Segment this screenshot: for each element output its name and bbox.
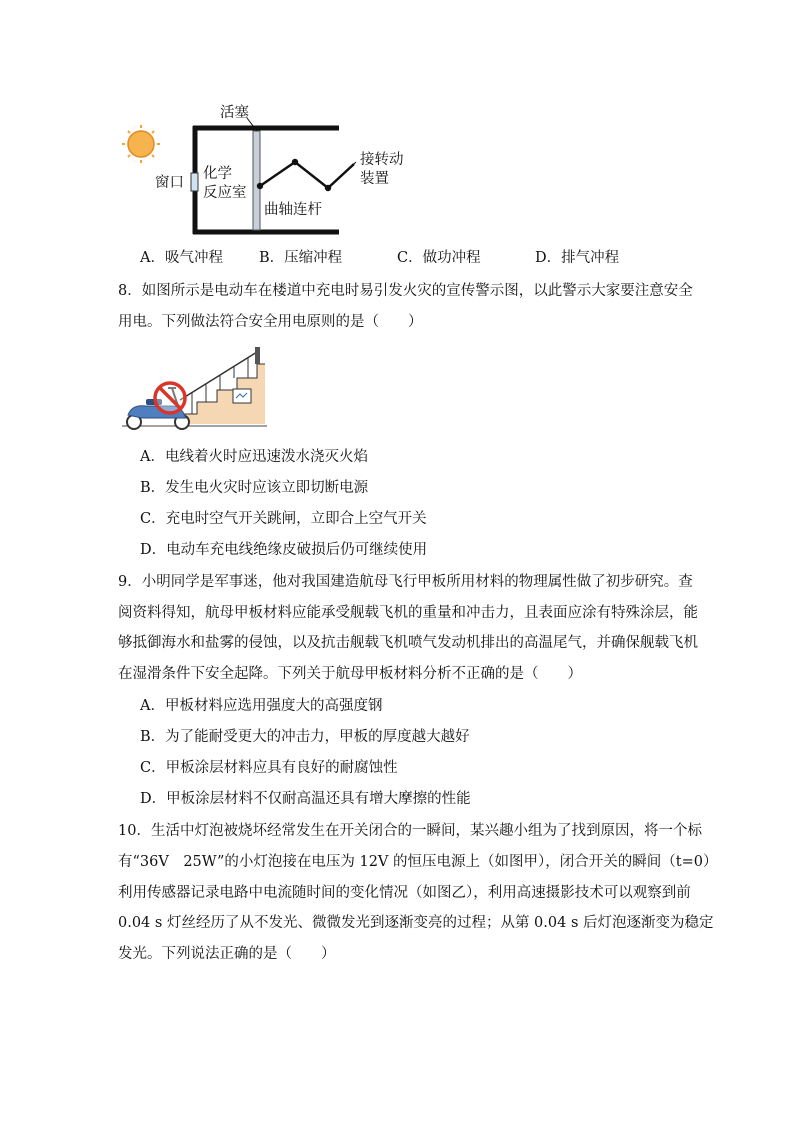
q8-option-c[interactable]: C．充电时空气开关跳闸，立即合上空气开关 <box>140 511 427 527</box>
q7-option-d[interactable]: D．排气冲程 <box>535 250 620 266</box>
q7-option-c[interactable]: C．做功冲程 <box>397 250 481 266</box>
q9-stem-line3: 够抵御海水和盐雾的侵蚀，以及抗击舰载飞机喷气发动机排出的高温尾气，并确保舰载飞机 <box>118 635 698 651</box>
q8-stem-line2: 用电。下列做法符合安全用电原则的是（ ） <box>118 314 423 330</box>
piston <box>253 131 260 230</box>
window-label: 窗口 <box>155 175 184 191</box>
chamber-label-line1: 化学 <box>203 166 232 182</box>
device-label-line1: 接转动 <box>360 152 404 168</box>
chamber-label-line2: 反应室 <box>203 185 247 201</box>
q7-option-a[interactable]: A．吸气冲程 <box>140 250 223 266</box>
sun-icon <box>122 125 160 163</box>
q9-stem-line1: 9．小明同学是军事迷，他对我国建造航母飞行甲板所用材料的物理属性做了初步研究。查 <box>118 574 693 590</box>
crank-rod <box>260 162 354 188</box>
stairwell-warning-figure <box>122 342 272 434</box>
q8-option-d[interactable]: D．电动车充电线绝缘皮破损后仍可继续使用 <box>140 542 428 558</box>
q8-option-b[interactable]: B．发生电火灾时应该立即切断电源 <box>140 480 369 496</box>
q9-stem-line2: 阅资料得知，航母甲板材料应能承受舰载飞机的重量和冲击力，且表面应涂有特殊涂层，能 <box>118 605 698 621</box>
q9-stem-line4: 在湿滑条件下安全起降。下列关于航母甲板材料分析不正确的是（ ） <box>118 666 582 682</box>
prohibition-icon <box>155 383 185 413</box>
crank-label: 曲轴连杆 <box>264 202 322 218</box>
window-glass <box>191 173 198 191</box>
q10-stem-line5: 发光。下列说法正确的是（ ） <box>118 946 336 962</box>
q9-option-c[interactable]: C．甲板涂层材料应具有良好的耐腐蚀性 <box>140 760 398 776</box>
q7-option-b[interactable]: B．压缩冲程 <box>259 250 343 266</box>
piston-label: 活塞 <box>220 105 249 121</box>
q8-stem-line1: 8．如图所示是电动车在楼道中充电时易引发火灾的宣传警示图，以此警示大家要注意安全 <box>118 283 693 299</box>
q8-option-a[interactable]: A．电线着火时应迅速泼水浇灭火焰 <box>140 449 368 465</box>
device-label-line2: 装置 <box>360 171 389 187</box>
q10-stem-line2: 有“36V 25W”的小灯泡接在电压为 12V 的恒压电源上（如图甲），闭合开关的瞬间（t=0） <box>118 854 718 870</box>
q9-option-a[interactable]: A．甲板材料应选用强度大的高强度钢 <box>140 698 383 714</box>
q9-option-d[interactable]: D．甲板涂层材料不仅耐高温还具有增大摩擦的性能 <box>140 791 471 807</box>
q10-stem-line3: 利用传感器记录电路中电流随时间的变化情况（如图乙），利用高速摄影技术可以观察到前 <box>118 885 691 901</box>
q9-option-b[interactable]: B．为了能耐受更大的冲击力，甲板的厚度越大越好 <box>140 729 470 745</box>
q10-stem-line1: 10．生活中灯泡被烧坏经常发生在开关闭合的一瞬间，某兴趣小组为了找到原因，将一个标 <box>118 823 702 839</box>
q10-stem-line4: 0.04 s 灯丝经历了从不发光、微微发光到逐渐变亮的过程；从第 0.04 s 后灯泡逐渐变为稳定 <box>118 915 714 931</box>
